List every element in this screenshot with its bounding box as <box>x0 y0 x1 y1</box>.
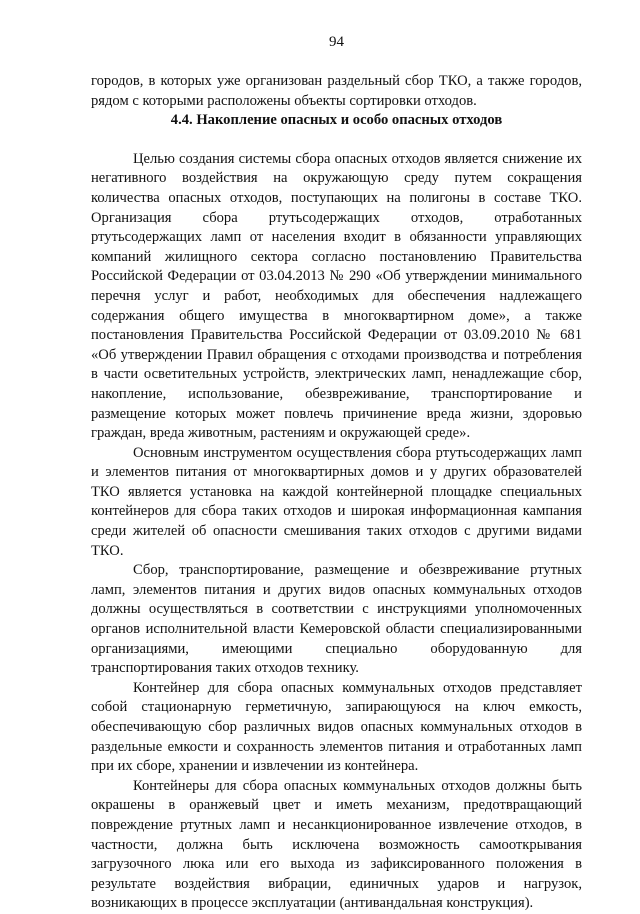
section-heading: 4.4. Накопление опасных и особо опасных отходов <box>170 112 503 129</box>
paragraph-container-requirements: Контейнеры для сбора опасных коммунальных отходов должны быть окрашены в оранжевый цвет и иметь механизм, предотвращающий повреждение ртутных ламп и несанкционированное извлечение отходов, в частности, должна быть исключена возможность самооткрывания загрузочного люка или его выхода из зафиксированного положения в результате воздействия вибрации, единичных ударов и нагрузок, возникающих в процессе эксплуатации (антивандальная конструкция). <box>91 777 582 912</box>
page-content <box>91 72 582 914</box>
document-page <box>91 0 582 912</box>
page-number: 94 <box>329 34 344 50</box>
continuation-paragraph: городов, в которых уже организован раздельный сбор ТКО, а также городов, рядом с которыми расположены объекты сортировки отходов. <box>91 73 582 109</box>
paragraph-main-tool: Основным инструментом осуществления сбора ртутьсодержащих ламп и элементов питания от многоквартирных домов и у других образователей ТКО является установка на каждой контейнерной площадке специальных контейнеров для сбора таких отходов и широкая информационная кампания среди жителей об опасности смешивания таких отходов с другими видами ТКО. <box>91 444 582 559</box>
paragraph-container: Контейнер для сбора опасных коммунальных отходов представляет собой стационарную герметичную, запирающуюся на ключ емкость, обеспечивающую сбор различных видов опасных коммунальных отходов в раздельные емкости и сохранность элементов питания и отработанных ламп при их сборе, хранении и извлечении из контейнера. <box>91 679 582 775</box>
paragraph-goal: Целью создания системы сбора опасных отходов является снижение их негативного воздействия на окружающую среду путем сокращения количества опасных отходов, поступающих на полигоны в составе ТКО. Организация сбора ртутьсодержащих отходов, отработанных ртутьсодержащих ламп от населения входит в обязанности управляющих компаний жилищного сектора согласно постановлению Правительства Российской Федерации от 03.04.2013 № 290 «Об утверждении минимального перечня услуг и работ, необходимых для обеспечения надлежащего содержания общего имущества в многоквартирном доме», а также постановления Правительства Российской Федерации от 03.09.2010 № 681 «Об утверждении Правил обращения с отходами производства и потребления в части осветительных устройств, электрических ламп, ненадлежащие сбор, накопление, использование, обезвреживание, транспортирование и размещение которых может повлечь причинение вреда жизни, здоровью граждан, вреда животным, растениям и окружающей среде». <box>91 150 582 442</box>
paragraph-collection: Сбор, транспортирование, размещение и обезвреживание ртутных ламп, элементов питания и других видов опасных коммунальных отходов должны осуществляться в соответствии с инструкциями уполномоченных органов исполнительной власти Кемеровской области специализированными организациями, имеющими специально оборудованную для транспортирования таких отходов технику. <box>91 562 582 677</box>
